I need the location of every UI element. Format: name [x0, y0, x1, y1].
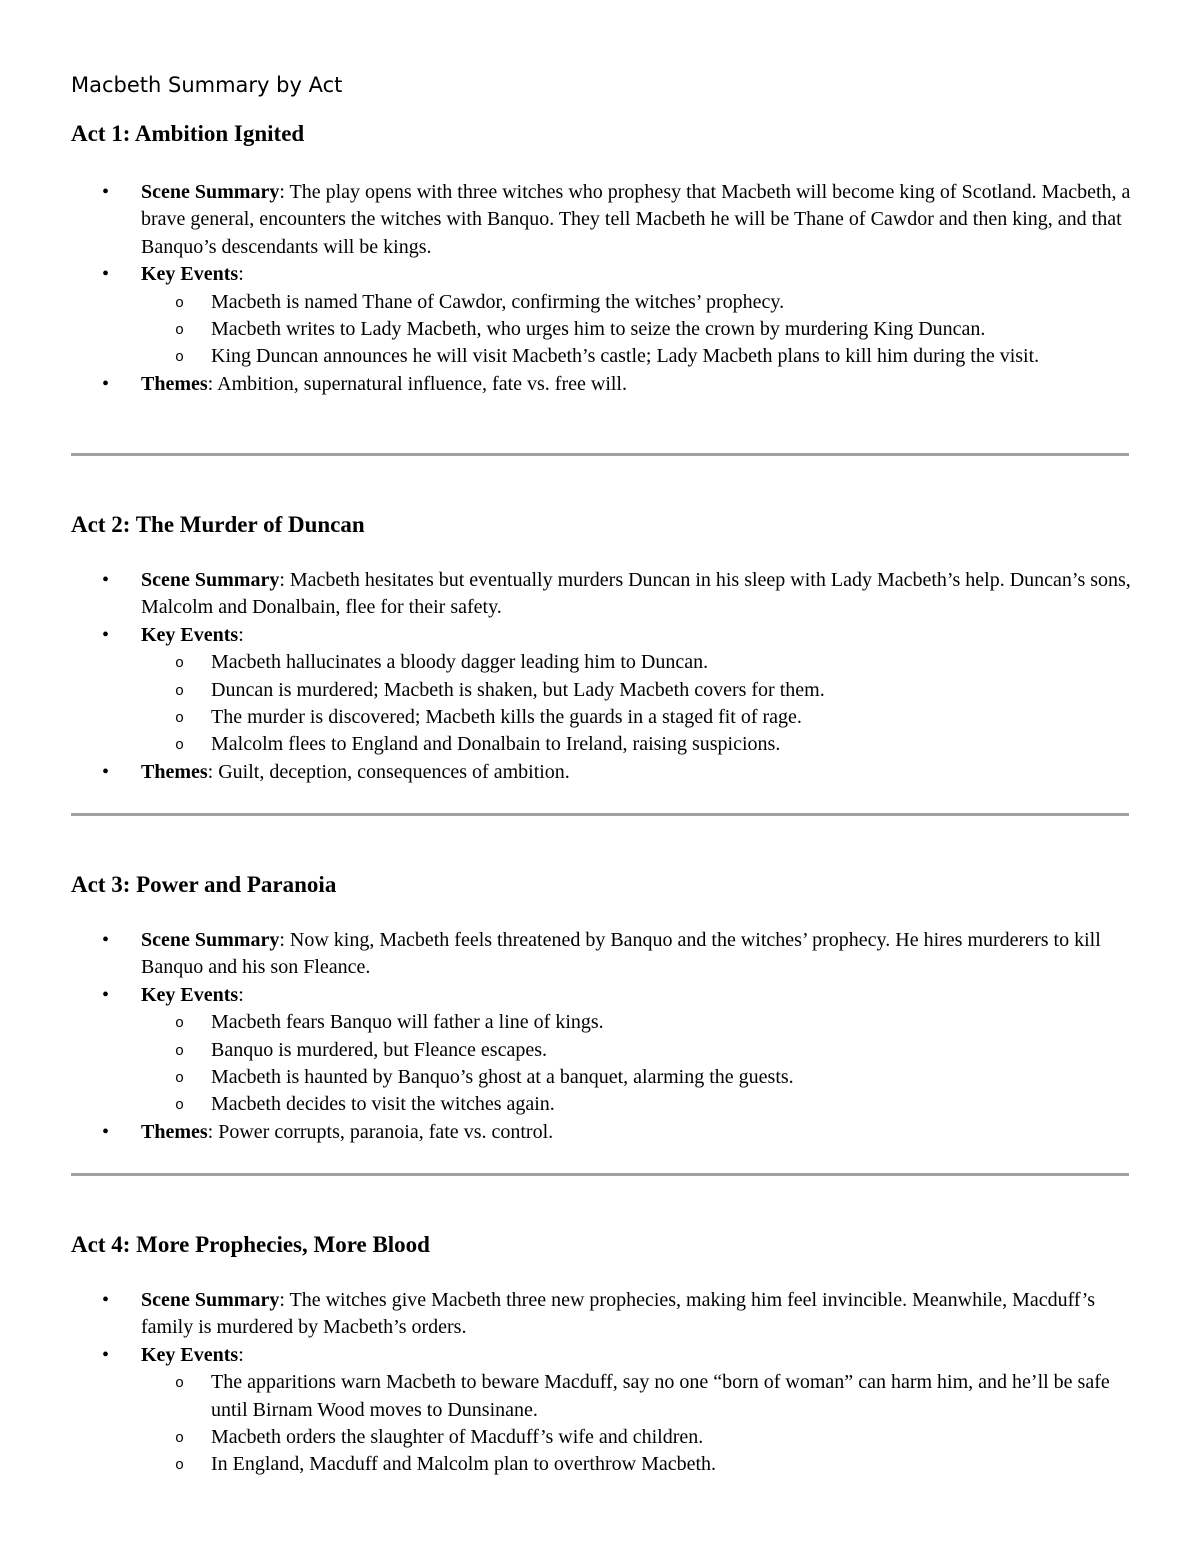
colon: :: [238, 263, 244, 286]
themes-item: [71, 371, 1141, 398]
themes-item: [71, 1119, 1141, 1146]
key-event-text: In England, Macduff and Malcolm plan to overthrow Macbeth.: [211, 1453, 717, 1476]
colon: :: [238, 983, 244, 1006]
key-event-text: Macbeth writes to Lady Macbeth, who urges him to seize the crown by murdering King Duncan.: [211, 318, 986, 341]
key-events-item: [71, 1342, 1141, 1479]
scene-summary-item: [71, 567, 1141, 622]
act-heading: Act 2: The Murder of Duncan: [71, 512, 365, 537]
themes-label: Themes: [141, 760, 208, 783]
key-event-text: Macbeth is named Thane of Cawdor, confirming the witches’ prophecy.: [211, 290, 785, 313]
key-event-text: Macbeth fears Banquo will father a line of kings.: [211, 1011, 604, 1034]
bullet-icon: •: [102, 929, 110, 951]
key-events-list: [141, 1009, 1141, 1119]
document-title: Macbeth Summary by Act: [71, 73, 343, 97]
key-event: [71, 649, 1141, 676]
scene-summary-text: : Macbeth hesitates but eventually murders Duncan in his sleep with Lady Macbeth’s help. Duncan’s sons, Malcolm and Donalbain, flee for their safety.: [141, 569, 1131, 619]
key-event: [71, 1009, 1141, 1036]
circle-bullet-icon: o: [175, 1070, 185, 1088]
scene-summary-label: Scene Summary: [141, 569, 280, 591]
act-3-list: [71, 927, 1141, 1146]
key-events-item: [71, 982, 1141, 1119]
circle-bullet-icon: o: [175, 294, 185, 312]
bullet-icon: •: [102, 1343, 110, 1366]
act-heading: Act 3: Power and Paranoia: [71, 872, 337, 897]
key-event-text: Malcolm flees to England and Donalbain to Ireland, raising suspicions.: [211, 733, 781, 756]
scene-summary-label: Scene Summary: [141, 1289, 280, 1311]
themes-label: Themes: [141, 372, 208, 395]
key-event-text: Macbeth orders the slaughter of Macduff’s wife and children.: [211, 1426, 704, 1449]
bullet-icon: •: [102, 623, 110, 646]
circle-bullet-icon: o: [175, 1375, 185, 1393]
key-event-text: The murder is discovered; Macbeth kills the guards in a staged fit of rage.: [211, 706, 802, 729]
act-1-list: [71, 179, 1141, 398]
section-divider: [71, 813, 1129, 816]
colon: :: [238, 623, 244, 646]
scene-summary-text: : The play opens with three witches who prophesy that Macbeth will become king of Scotland. Macbeth, a brave general, encounters the witches with Banquo. They tell Macbeth he will be Thane of Cawdor and then king, and that Banquo’s descendants will be kings.: [141, 181, 1131, 258]
key-event-text: Duncan is murdered; Macbeth is shaken, but Lady Macbeth covers for them.: [211, 678, 825, 701]
key-event-text: Macbeth hallucinates a bloody dagger leading him to Duncan.: [211, 651, 709, 674]
act-heading: Act 4: More Prophecies, More Blood: [71, 1232, 430, 1257]
bullet-icon: •: [102, 181, 110, 203]
scene-summary-item: [71, 1287, 1141, 1342]
bullet-icon: •: [102, 569, 110, 591]
themes-text: : Guilt, deception, consequences of ambition.: [207, 760, 570, 783]
bullet-icon: •: [102, 372, 110, 395]
key-events-label: Key Events: [141, 263, 239, 286]
circle-bullet-icon: o: [175, 349, 185, 367]
key-events-list: [141, 649, 1141, 759]
bullet-icon: •: [102, 760, 110, 783]
bullet-icon: •: [102, 1289, 110, 1311]
key-event: [71, 1424, 1141, 1451]
key-event: [71, 677, 1141, 704]
scene-summary-item: [71, 927, 1141, 982]
key-event-text: The apparitions warn Macbeth to beware Macduff, say no one “born of woman” can harm him, and he’ll be safe until Birnam Wood moves to Dunsinane.: [211, 1371, 1110, 1421]
themes-text: : Power corrupts, paranoia, fate vs. control.: [207, 1120, 554, 1143]
act-2-list: [71, 567, 1141, 786]
act-heading: Act 1: Ambition Ignited: [71, 121, 305, 146]
act-3-section: [71, 870, 1141, 1146]
key-event: [71, 704, 1141, 731]
key-event-text: Macbeth is haunted by Banquo’s ghost at a banquet, alarming the guests.: [211, 1066, 794, 1089]
scene-summary-text: : The witches give Macbeth three new prophecies, making him feel invincible. Meanwhile, Macduff’s family is murdered by Macbeth’s orders.: [141, 1289, 1096, 1339]
key-event-text: Banquo is murdered, but Fleance escapes.: [211, 1038, 548, 1061]
circle-bullet-icon: o: [175, 1457, 185, 1475]
key-events-item: [71, 261, 1141, 371]
key-events-list: [141, 289, 1141, 371]
act-1-section: [71, 119, 1141, 398]
circle-bullet-icon: o: [175, 655, 185, 673]
circle-bullet-icon: o: [175, 1097, 185, 1115]
key-events-label: Key Events: [141, 1343, 239, 1366]
key-event: [71, 343, 1141, 370]
themes-label: Themes: [141, 1120, 208, 1143]
key-event-text: Macbeth decides to visit the witches again.: [211, 1093, 555, 1116]
scene-summary-item: [71, 179, 1141, 261]
circle-bullet-icon: o: [175, 1015, 185, 1033]
key-event: [71, 1451, 1141, 1478]
key-event: [71, 289, 1141, 316]
key-events-label: Key Events: [141, 983, 239, 1006]
circle-bullet-icon: o: [175, 1042, 185, 1060]
act-2-section: [71, 510, 1141, 786]
circle-bullet-icon: o: [175, 322, 185, 340]
key-event: [71, 316, 1141, 343]
key-event: [71, 1369, 1141, 1424]
circle-bullet-icon: o: [175, 1430, 185, 1448]
scene-summary-label: Scene Summary: [141, 929, 280, 951]
section-divider: [71, 453, 1129, 456]
key-event-text: King Duncan announces he will visit Macbeth’s castle; Lady Macbeth plans to kill him during the visit.: [211, 345, 1040, 368]
key-event: [71, 731, 1141, 758]
bullet-icon: •: [102, 983, 110, 1006]
key-events-item: [71, 622, 1141, 759]
key-event: [71, 1091, 1141, 1118]
scene-summary-label: Scene Summary: [141, 181, 280, 203]
bullet-icon: •: [102, 1120, 110, 1143]
circle-bullet-icon: o: [175, 682, 185, 700]
themes-text: : Ambition, supernatural influence, fate vs. free will.: [207, 372, 627, 395]
key-event: [71, 1037, 1141, 1064]
section-divider: [71, 1173, 1129, 1176]
act-4-section: [71, 1230, 1141, 1479]
key-events-label: Key Events: [141, 623, 239, 646]
scene-summary-text: : Now king, Macbeth feels threatened by Banquo and the witches’ prophecy. He hires murderers to kill Banquo and his son Fleance.: [141, 929, 1101, 979]
key-event: [71, 1064, 1141, 1091]
circle-bullet-icon: o: [175, 737, 185, 755]
themes-item: [71, 759, 1141, 786]
colon: :: [238, 1343, 244, 1366]
act-4-list: [71, 1287, 1141, 1479]
circle-bullet-icon: o: [175, 710, 185, 728]
bullet-icon: •: [102, 263, 110, 286]
key-events-list: [141, 1369, 1141, 1479]
